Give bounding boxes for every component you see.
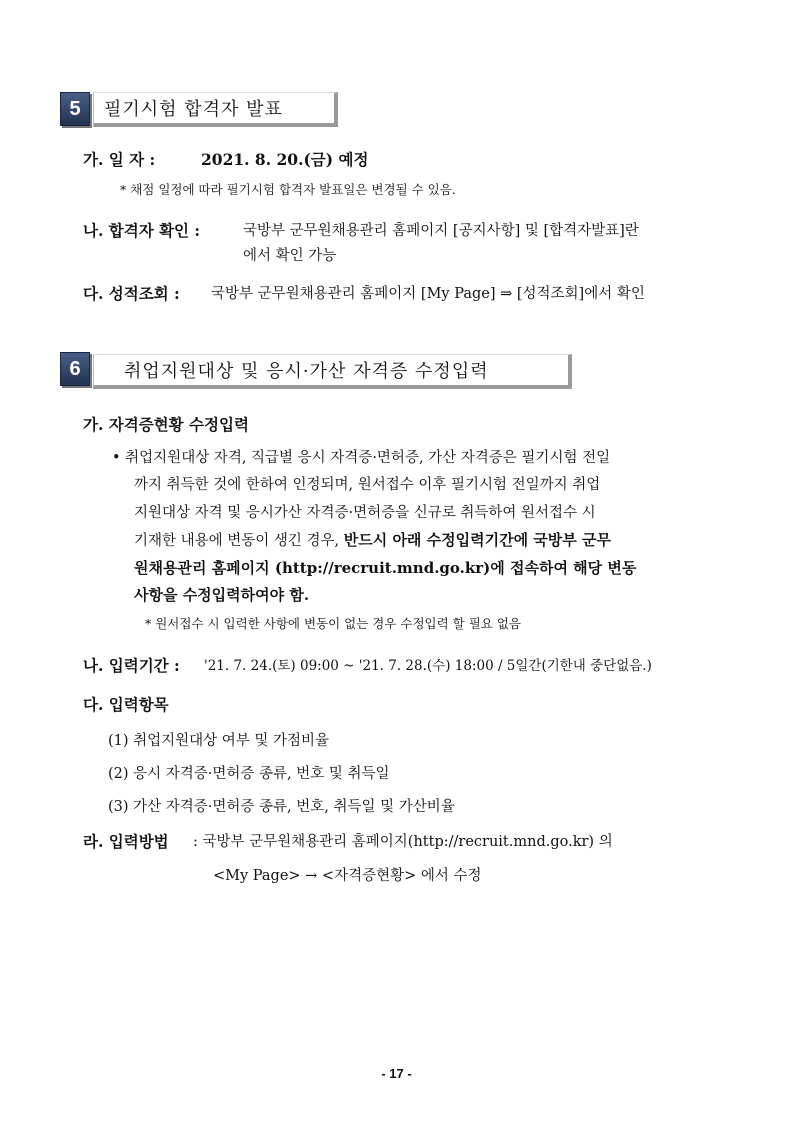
- section-title: 필기시험 합격자 발표: [104, 99, 283, 120]
- note: * 원서접수 시 입력한 사항에 변동이 없는 경우 수정입력 할 필요 없음: [145, 616, 521, 631]
- item-da-label: 다. 성적조회 :: [83, 284, 180, 303]
- item-na-label: 나. 합격자 확인 :: [83, 221, 201, 240]
- emphasis-line: 사항을 수정입력하여야 함.: [134, 586, 310, 604]
- item-ga-value: 2021. 8. 20.(금) 예정: [201, 150, 369, 169]
- paragraph-line: [134, 530, 611, 551]
- list-item: (3) 가산 자격증·면허증 종류, 번호, 취득일 및 가산비율: [108, 799, 455, 815]
- paragraph-text: 기재한 내용에 변동이 생긴 경우,: [134, 533, 340, 549]
- section-number-badge: 6: [60, 352, 90, 386]
- item-da-value: 국방부 군무원채용관리 홈페이지 [My Page] ⇒ [성적조회]에서 확인: [211, 286, 645, 302]
- section-number-badge: 5: [60, 92, 90, 126]
- paragraph-line: 지원대상 자격 및 응시가산 자격증·면허증을 신규로 취득하여 원서접수 시: [134, 505, 596, 521]
- list-item: (1) 취업지원대상 여부 및 가점비율: [108, 733, 330, 749]
- item-na-line2: 에서 확인 가능: [243, 248, 337, 264]
- item-na-value: '21. 7. 24.(토) 09:00 ~ '21. 7. 28.(수) 18:00 / 5일간(기한내 중단없음.): [204, 658, 652, 674]
- paragraph-line: 까지 취득한 것에 한하여 인정되며, 원서접수 이후 필기시험 전일까지 취업: [134, 477, 601, 493]
- item-ga-label: 가. 일 자 :: [83, 150, 156, 169]
- emphasis-text: 반드시 아래 수정입력기간에 국방부 군무: [343, 531, 611, 549]
- section-title: 취업지원대상 및 응시·가산 자격증 수정입력: [124, 361, 489, 382]
- section-title-box: [93, 92, 338, 127]
- emphasis-line: 원채용관리 홈페이지 (http://recruit.mnd.go.kr)에 접속하여 해당 변동: [134, 559, 637, 577]
- item-na-label: 나. 입력기간 :: [83, 656, 180, 675]
- paragraph-line: • 취업지원대상 자격, 직급별 응시 자격증·면허증, 가산 자격증은 필기시험 전일: [112, 450, 611, 466]
- item-ra-value: : 국방부 군무원채용관리 홈페이지(http://recruit.mnd.go.kr) 의: [193, 834, 613, 850]
- section-title-box: [93, 354, 572, 389]
- page-number: - 17 -: [381, 1066, 412, 1081]
- note: * 채점 일정에 따라 필기시험 합격자 발표일은 변경될 수 있음.: [120, 182, 456, 197]
- subsection-heading: 다. 입력항목: [83, 695, 169, 714]
- list-item: (2) 응시 자격증·면허증 종류, 번호 및 취득일: [108, 766, 390, 782]
- item-na-line1: 국방부 군무원채용관리 홈페이지 [공지사항] 및 [합격자발표]란: [243, 223, 639, 239]
- item-ra-line2: <My Page> → <자격증현황> 에서 수정: [213, 868, 482, 884]
- item-ra-label: 라. 입력방법: [83, 832, 169, 851]
- subsection-heading: 가. 자격증현황 수정입력: [83, 415, 249, 434]
